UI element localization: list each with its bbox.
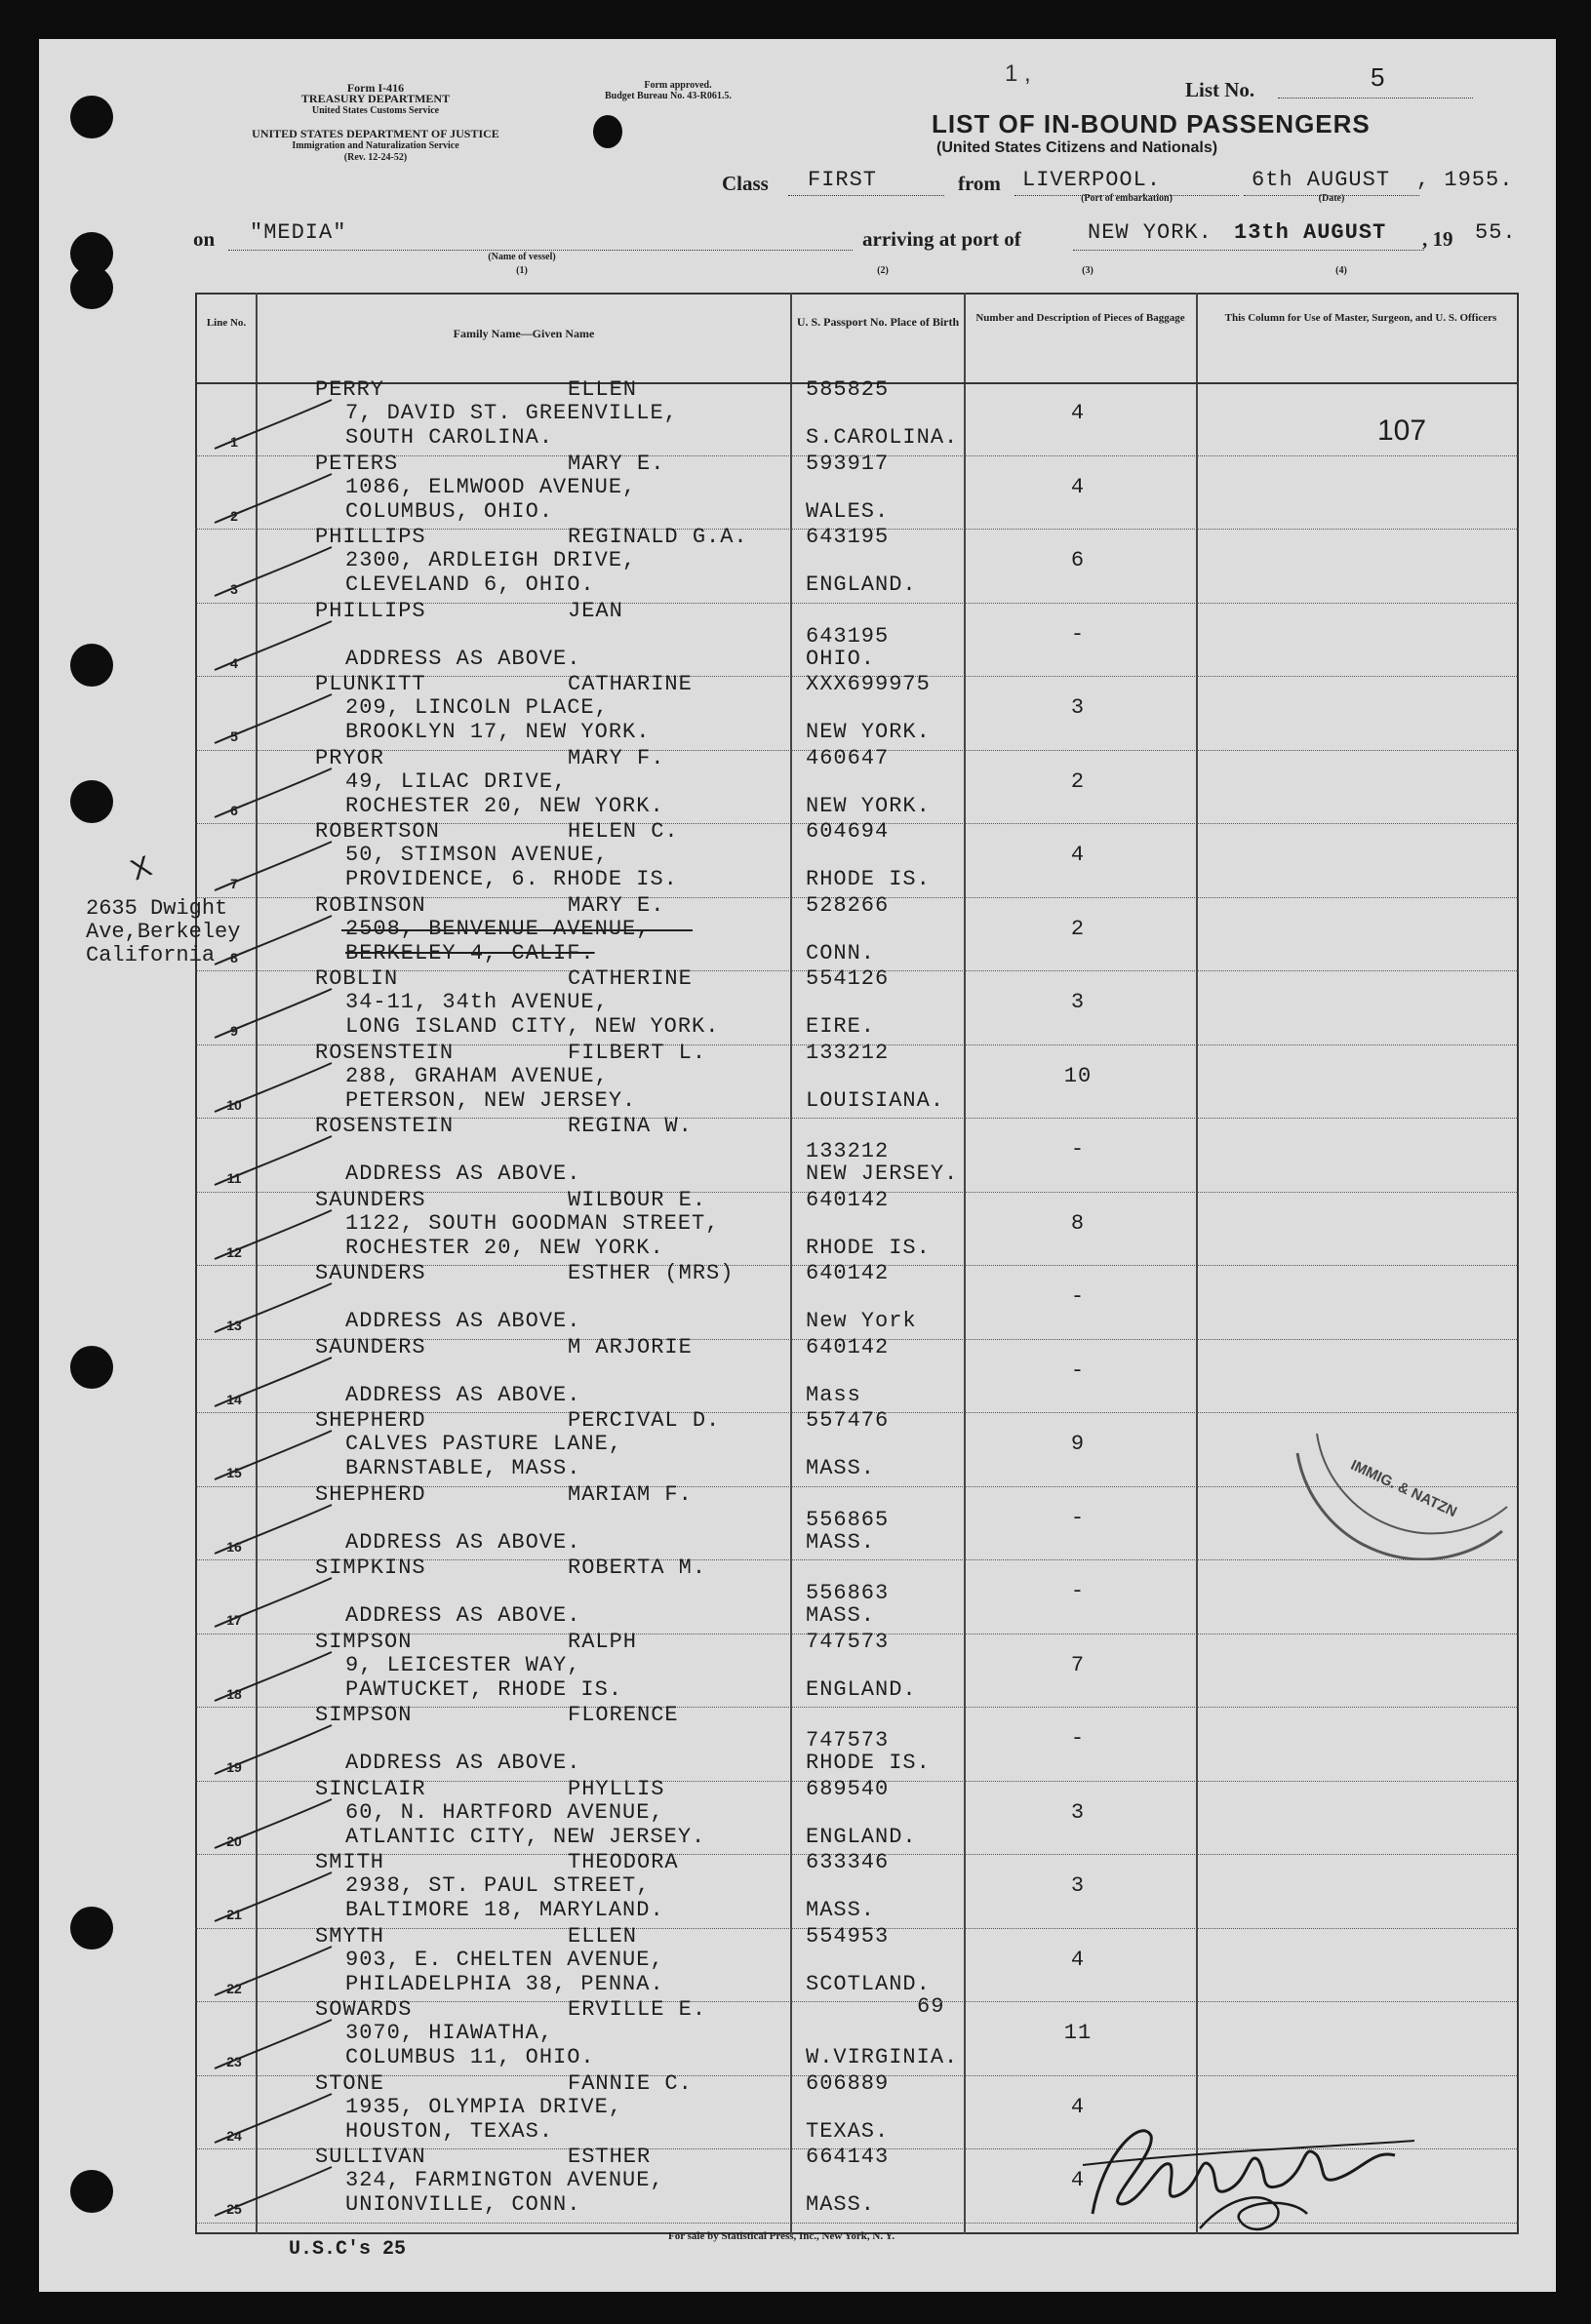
baggage-count: 6 [1070, 548, 1086, 572]
officer-note: 107 [1377, 414, 1427, 447]
check-mark [210, 1942, 337, 2000]
family-name: ROBERTSON [315, 819, 440, 844]
line-number: 19 [226, 1759, 242, 1775]
family-name: SAUNDERS [315, 1334, 426, 1359]
check-mark [210, 1500, 337, 1558]
col-2-label: (2) [877, 265, 889, 276]
given-name: FLORENCE [568, 1703, 679, 1727]
line-number: 14 [226, 1391, 242, 1407]
address-line-1: 1086, ELMWOOD AVENUE, [345, 474, 637, 499]
baggage-count: 7 [1070, 1652, 1086, 1677]
given-name: MARY F. [568, 745, 665, 770]
list-no-line [1278, 94, 1473, 98]
address-line-2: ADDRESS AS ABOVE. [345, 1603, 581, 1628]
address-line-1: 60, N. HARTFORD AVENUE, [345, 1799, 664, 1825]
line-number: 6 [230, 802, 238, 818]
baggage-count: 2 [1070, 768, 1086, 794]
family-name: PHILLIPS [315, 598, 426, 623]
given-name: M ARJORIE [568, 1334, 693, 1359]
family-name: ROSENSTEIN [315, 1114, 455, 1138]
family-name: ROSENSTEIN [315, 1040, 455, 1065]
col-3-label: (3) [1082, 265, 1094, 276]
family-name: SMITH [315, 1850, 385, 1874]
form-id: Form I-416 [346, 81, 405, 95]
place-of-birth: ENGLAND. [806, 1676, 917, 1702]
baggage-count: - [1070, 1726, 1086, 1751]
given-name: FANNIE C. [568, 2070, 693, 2096]
given-name: ESTHER (MRS) [568, 1261, 735, 1285]
place-of-birth: ENGLAND. [806, 572, 917, 597]
line-number: 25 [226, 2201, 242, 2217]
check-mark [210, 1058, 337, 1117]
check-mark [210, 1573, 337, 1632]
address-line-1: 49, LILAC DRIVE, [345, 768, 568, 794]
address-line-2: LONG ISLAND CITY, NEW YORK. [345, 1014, 720, 1039]
baggage-count: 10 [1063, 1063, 1093, 1088]
printer-note: For sale by Statistical Press, Inc., New York, N. Y. [668, 2230, 895, 2242]
line-number: 3 [230, 581, 238, 597]
address-line-1: 324, FARMINGTON AVENUE, [345, 2168, 664, 2192]
ins-label: Immigration and Naturalization Service [292, 140, 459, 151]
line-number: 9 [230, 1023, 238, 1039]
check-mark [210, 395, 337, 453]
header-baggage: Number and Description of Pieces of Baggage [975, 312, 1185, 324]
place-of-birth: EIRE. [806, 1014, 876, 1039]
line-number: 4 [230, 654, 238, 671]
passport-number: 528266 [806, 892, 890, 918]
baggage-count: 3 [1070, 1873, 1086, 1898]
place-of-birth: RHODE IS. [806, 867, 931, 891]
place-of-birth: NEW YORK. [806, 793, 931, 818]
baggage-count: - [1070, 1284, 1086, 1309]
family-name: PRYOR [315, 745, 385, 770]
class-value: FIRST [808, 168, 878, 192]
address-line-2: ADDRESS AS ABOVE. [345, 1529, 581, 1555]
line-number: 16 [226, 1538, 242, 1555]
given-name: CATHARINE [568, 672, 693, 696]
place-of-birth: WALES. [806, 498, 890, 524]
line-number: 17 [226, 1612, 242, 1628]
family-name: PHILLIPS [315, 525, 426, 549]
baggage-count: - [1070, 1137, 1086, 1162]
check-mark [210, 837, 337, 895]
family-name: SIMPKINS [315, 1556, 426, 1580]
arrival-port: NEW YORK. [1088, 220, 1213, 245]
col-4-label: (4) [1335, 265, 1347, 276]
baggage-count: - [1070, 1579, 1086, 1603]
line-number: 5 [230, 729, 238, 744]
line-number: 12 [226, 1243, 242, 1260]
given-name: ESTHER [568, 2145, 652, 2169]
given-name: PERCIVAL D. [568, 1408, 721, 1433]
passport-number: 556863 [806, 1581, 890, 1605]
passport-number: 606889 [806, 2070, 890, 2096]
header-name: Family Name—Given Name [453, 327, 595, 340]
family-name: ROBLIN [315, 966, 399, 991]
address-line-1: 2508, BENVENUE AVENUE, [345, 916, 651, 941]
address-line-2: ADDRESS AS ABOVE. [345, 646, 581, 671]
form-code: U.S.C's 25 [289, 2238, 407, 2261]
line-number: 2 [230, 507, 238, 524]
family-name: SOWARDS [315, 1997, 413, 2022]
address-line-2: BALTIMORE 18, MARYLAND. [345, 1898, 664, 1922]
check-mark [210, 2015, 337, 2073]
arrival-date: 13th AUGUST [1234, 220, 1387, 245]
passport-number: 640142 [806, 1334, 890, 1359]
header-line-no: Line No. [206, 317, 247, 329]
passport-number: 554126 [806, 966, 890, 991]
given-name: REGINA W. [568, 1114, 693, 1138]
address-line-1: 2300, ARDLEIGH DRIVE, [345, 548, 637, 572]
address-line-2: PAWTUCKET, RHODE IS. [345, 1676, 623, 1702]
place-of-birth: NEW YORK. [806, 720, 931, 744]
passport-number: 633346 [806, 1850, 890, 1874]
passport-number: XXX699975 [806, 672, 931, 696]
line-number: 23 [226, 2054, 242, 2069]
passport-number: 133212 [806, 1139, 890, 1163]
rev-label: (Rev. 12-24-52) [343, 152, 408, 163]
address-line-2: BROOKLYN 17, NEW YORK. [345, 720, 651, 744]
passport-number: 593917 [806, 451, 890, 476]
check-mark [210, 764, 337, 822]
form-subtitle: (United States Citizens and Nationals) [936, 139, 1218, 156]
column-divider [1196, 293, 1198, 2234]
passport-number: 747573 [806, 1629, 890, 1654]
header-officers: This Column for Use of Master, Surgeon, and U. S. Officers [1224, 312, 1497, 324]
family-name: SIMPSON [315, 1703, 413, 1727]
address-line-2: PROVIDENCE, 6. RHODE IS. [345, 867, 678, 891]
place-of-birth: RHODE IS. [806, 1751, 931, 1775]
check-mark [210, 1205, 337, 1264]
address-line-2: BARNSTABLE, MASS. [345, 1456, 581, 1480]
address-line-2: BERKELEY 4, CALIF. [345, 940, 595, 965]
family-name: SAUNDERS [315, 1261, 426, 1285]
address-line-2: SOUTH CAROLINA. [345, 425, 554, 450]
check-mark [210, 616, 337, 675]
place-of-birth: RHODE IS. [806, 1235, 931, 1260]
immigration-stamp [1288, 1424, 1512, 1560]
header-passport: U. S. Passport No. Place of Birth [796, 315, 960, 329]
baggage-count: 4 [1070, 2094, 1086, 2119]
passport-number: 557476 [806, 1408, 890, 1433]
given-name: JEAN [568, 598, 623, 623]
line-number: 13 [226, 1318, 242, 1333]
passport-number: 460647 [806, 745, 890, 770]
approved-label: Form approved. [644, 80, 712, 91]
year-value: , 1955. [1416, 168, 1514, 192]
margin-note-line2: Ave,Berkeley [86, 920, 241, 944]
line-number: 15 [226, 1465, 242, 1480]
place-of-birth: MASS. [806, 1529, 876, 1555]
baggage-count: - [1070, 621, 1086, 647]
check-mark [210, 1868, 337, 1926]
family-name: SIMPSON [315, 1629, 413, 1654]
vessel-value: "MEDIA" [250, 220, 347, 245]
line-number: 10 [226, 1096, 242, 1113]
baggage-count: 3 [1070, 1799, 1086, 1825]
class-label: Class [722, 172, 769, 195]
address-line-2: ADDRESS AS ABOVE. [345, 1162, 581, 1186]
check-mark [210, 2162, 337, 2221]
check-mark [210, 1426, 337, 1484]
passport-number: 640142 [806, 1261, 890, 1285]
passport-number: 689540 [806, 1776, 890, 1801]
punch-hole [70, 266, 113, 309]
given-name: ROBERTA M. [568, 1556, 707, 1580]
given-name: FILBERT L. [568, 1040, 707, 1065]
check-mark [210, 469, 337, 528]
family-name: SULLIVAN [315, 2145, 426, 2169]
list-no-label: List No. [1185, 78, 1255, 101]
address-line-1: 1122, SOUTH GOODMAN STREET, [345, 1210, 720, 1236]
address-line-2: HOUSTON, TEXAS. [345, 2118, 554, 2144]
line-number: 22 [226, 1980, 242, 1996]
place-of-birth: MASS. [806, 1456, 876, 1480]
place-of-birth: TEXAS. [806, 2118, 890, 2144]
given-name: PHYLLIS [568, 1776, 665, 1801]
given-name: WILBOUR E. [568, 1187, 707, 1212]
address-line-2: CLEVELAND 6, OHIO. [345, 572, 595, 597]
punch-hole [70, 644, 113, 687]
address-line-2: PETERSON, NEW JERSEY. [345, 1087, 637, 1113]
family-name: SINCLAIR [315, 1776, 426, 1801]
column-divider [964, 293, 966, 2234]
given-name: ELLEN [568, 377, 638, 402]
family-name: PERRY [315, 377, 385, 402]
on-label: on [193, 227, 216, 251]
family-name: PETERS [315, 451, 399, 476]
col-1-label: (1) [516, 265, 528, 276]
passport-number: 747573 [806, 1728, 890, 1753]
given-name: ELLEN [568, 1923, 638, 1949]
column-divider [790, 293, 792, 2234]
address-line-1: 3070, HIAWATHA, [345, 2021, 554, 2045]
passport-number: 585825 [806, 377, 890, 402]
date-value: 6th AUGUST [1252, 168, 1391, 192]
check-mark [210, 1647, 337, 1706]
baggage-count: 4 [1070, 843, 1086, 867]
check-mark [210, 1279, 337, 1337]
punch-hole [70, 96, 113, 138]
check-mark [210, 1794, 337, 1853]
place-of-birth: Mass [806, 1382, 861, 1407]
family-name: SHEPHERD [315, 1408, 426, 1433]
address-line-1: 34-11, 34th AVENUE, [345, 990, 609, 1014]
address-line-1: 209, LINCOLN PLACE, [345, 695, 609, 720]
line-number: 1 [230, 434, 238, 450]
place-of-birth: MASS. [806, 1898, 876, 1922]
address-line-2: PHILADELPHIA 38, PENNA. [345, 1971, 664, 1996]
check-mark [210, 2089, 337, 2147]
address-line-2: ADDRESS AS ABOVE. [345, 1382, 581, 1407]
baggage-count: - [1070, 1505, 1086, 1530]
place-of-birth: MASS. [806, 2192, 876, 2217]
given-name: THEODORA [568, 1850, 679, 1874]
port-value: LIVERPOOL. [1022, 168, 1162, 192]
arriving-label: arriving at port of [862, 227, 1021, 251]
family-name: SHEPHERD [315, 1481, 426, 1507]
passport-number: 643195 [806, 623, 890, 649]
stamp-text: IMMIG. & NATZN [1347, 1456, 1460, 1521]
place-of-birth: New York [806, 1309, 917, 1333]
baggage-count: 4 [1070, 474, 1086, 499]
given-name: CATHERINE [568, 966, 693, 991]
place-of-birth: ENGLAND. [806, 1824, 917, 1849]
check-mark [210, 689, 337, 748]
punch-hole [70, 1907, 113, 1950]
punch-hole [70, 1346, 113, 1389]
margin-note-line1: 2635 Dwight [86, 896, 228, 921]
line-number: 7 [230, 876, 238, 891]
baggage-count: 4 [1070, 401, 1086, 425]
passport-number: 556865 [806, 1507, 890, 1532]
address-line-2: UNIONVILLE, CONN. [345, 2192, 581, 2217]
place-of-birth: CONN. [806, 940, 876, 965]
vessel-line [228, 246, 853, 251]
check-mark [210, 1353, 337, 1411]
check-mark [210, 1720, 337, 1779]
strike-through [341, 929, 693, 931]
address-line-1: CALVES PASTURE LANE, [345, 1432, 623, 1456]
punch-hole [70, 780, 113, 823]
baggage-count: 3 [1070, 990, 1086, 1014]
treasury-label: TREASURY DEPARTMENT [300, 92, 451, 105]
baggage-count: 9 [1070, 1432, 1086, 1456]
line-number: 18 [226, 1685, 242, 1702]
family-name: SAUNDERS [315, 1187, 426, 1212]
check-mark [210, 1131, 337, 1190]
place-of-birth: SCOTLAND. [806, 1971, 931, 1996]
place-of-birth: LOUISIANA. [806, 1087, 945, 1113]
address-line-2: ROCHESTER 20, NEW YORK. [345, 793, 664, 818]
place-of-birth: W.VIRGINIA. [806, 2045, 959, 2069]
customs-label: United States Customs Service [311, 105, 440, 116]
baggage-count: 4 [1070, 1947, 1086, 1972]
passport-number: 554953 [806, 1923, 890, 1949]
line-number: 24 [226, 2127, 242, 2144]
address-line-1: 288, GRAHAM AVENUE, [345, 1063, 609, 1088]
place-of-birth: S.CAROLINA. [806, 425, 959, 450]
passport-number: 643195 [806, 525, 890, 549]
port-caption: (Port of embarkation) [1081, 193, 1173, 204]
line-number: 21 [226, 1907, 242, 1922]
place-of-birth: OHIO. [806, 646, 876, 671]
baggage-count: 8 [1070, 1210, 1086, 1236]
officer-signature [1063, 2094, 1473, 2243]
passport-number: 640142 [806, 1187, 890, 1212]
line-number: 8 [230, 949, 238, 965]
place-of-birth: NEW JERSEY. [806, 1162, 959, 1186]
address-line-1: 1935, OLYMPIA DRIVE, [345, 2094, 623, 2119]
given-name: RALPH [568, 1629, 638, 1654]
address-line-2: ADDRESS AS ABOVE. [345, 1751, 581, 1775]
address-line-1: 50, STIMSON AVENUE, [345, 843, 609, 867]
address-line-1: 903, E. CHELTEN AVENUE, [345, 1947, 664, 1972]
given-name: MARIAM F. [568, 1481, 693, 1507]
address-line-1: 9, LEICESTER WAY, [345, 1652, 581, 1677]
address-line-1: 2938, ST. PAUL STREET, [345, 1873, 651, 1898]
passport-number: 664143 [806, 2145, 890, 2169]
address-line-2: COLUMBUS, OHIO. [345, 498, 554, 524]
margin-mark: X [126, 849, 156, 887]
line-number: 20 [226, 1832, 242, 1849]
passport-number: 133212 [806, 1040, 890, 1065]
check-mark [210, 984, 337, 1043]
baggage-count: 3 [1070, 695, 1086, 720]
arrival-year-prefix: , 19 [1422, 227, 1453, 251]
given-name: ERVILLE E. [568, 1997, 707, 2022]
margin-note-line3: California [86, 943, 216, 967]
baggage-count: 2 [1070, 916, 1086, 941]
budget-label: Budget Bureau No. 43-R061.5. [605, 91, 732, 101]
vessel-caption: (Name of vessel) [488, 252, 556, 262]
passport-number: 604694 [806, 819, 890, 844]
address-line-2: ROCHESTER 20, NEW YORK. [345, 1235, 664, 1260]
date-caption: (Date) [1318, 193, 1345, 204]
baggage-count: 4 [1070, 2168, 1086, 2192]
given-name: MARY E. [568, 451, 665, 476]
punch-hole [70, 2170, 113, 2213]
given-name: REGINALD G.A. [568, 525, 748, 549]
given-name: MARY E. [568, 892, 665, 918]
family-name: SMYTH [315, 1923, 385, 1949]
arrival-line [1073, 246, 1424, 251]
family-name: ROBINSON [315, 892, 426, 918]
baggage-count: - [1070, 1358, 1086, 1383]
handwritten-mark: 1 , [1005, 60, 1031, 87]
given-name: HELEN C. [568, 819, 679, 844]
ink-blot [593, 115, 622, 148]
family-name: STONE [315, 2070, 385, 2096]
justice-label: UNITED STATES DEPARTMENT OF JUSTICE [252, 127, 499, 140]
arrival-year-suffix: 55. [1475, 220, 1517, 245]
family-name: PLUNKITT [315, 672, 426, 696]
line-number: 11 [226, 1170, 242, 1186]
from-label: from [958, 172, 1001, 195]
form-title: LIST OF IN-BOUND PASSENGERS [932, 109, 1371, 138]
address-line-2: ADDRESS AS ABOVE. [345, 1309, 581, 1333]
place-of-birth-extra: 69 [917, 1993, 945, 2019]
address-line-2: ATLANTIC CITY, NEW JERSEY. [345, 1824, 706, 1849]
list-no-value: 5 [1371, 62, 1385, 92]
address-line-1: 7, DAVID ST. GREENVILLE, [345, 401, 678, 425]
address-line-2: COLUMBUS 11, OHIO. [345, 2045, 595, 2069]
check-mark [210, 542, 337, 601]
place-of-birth: MASS. [806, 1603, 876, 1628]
baggage-count: 11 [1063, 2021, 1093, 2045]
